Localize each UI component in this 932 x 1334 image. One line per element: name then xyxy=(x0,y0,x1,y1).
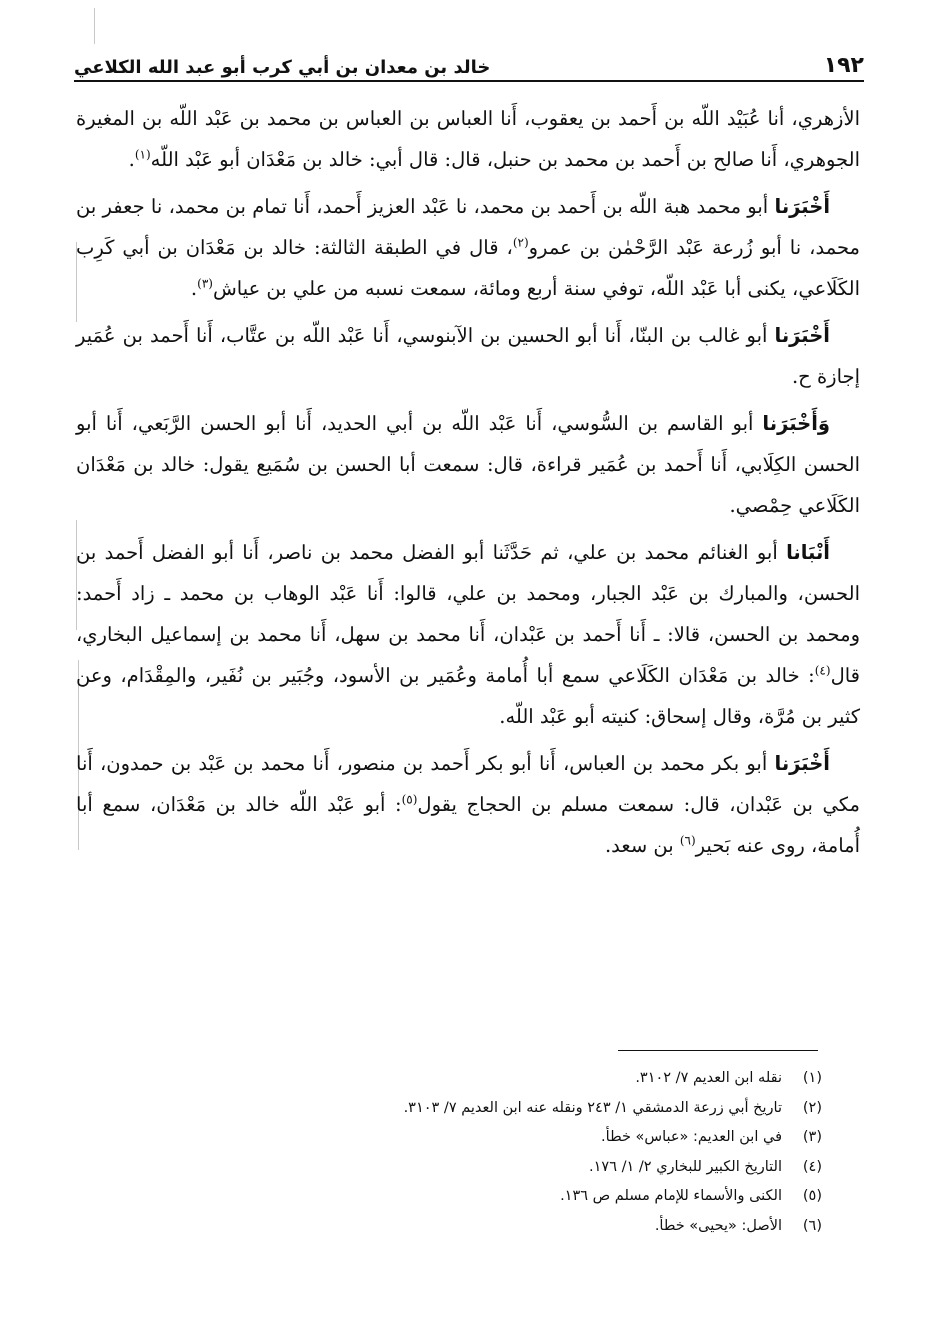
footnote-text: الأصل: «يحيى» خطأ. xyxy=(654,1217,782,1234)
running-header xyxy=(74,38,864,78)
footnote-ref: (٦) xyxy=(679,833,696,848)
footnote-number: (٤) xyxy=(802,1158,822,1175)
footnote-text: في ابن العديم: «عباس» خطأ. xyxy=(601,1129,782,1145)
paragraph xyxy=(76,315,860,397)
footnote-ref: (١) xyxy=(134,147,151,162)
page-number: ١٩٢ xyxy=(823,53,864,78)
footnote xyxy=(76,1182,822,1212)
paragraph-text: أبو القاسم بن السُّوسي، أَنا عَبْد اللّه بن أبي الحديد، أَنا أبو الحسن الرَّبَعي، أَنا أبو الحسن الكِلَابي، أَنا أَحمد بن عُمَير قراءة، قال: سمعت أبا الحسن بن سُمَيع يقول: خالد بن مَعْدَان الكَلَاعي حِمْصي. xyxy=(76,412,860,517)
paragraph-lead: وَأَخْبَرَنا xyxy=(762,412,831,435)
footnote-text: نقله ابن العديم ٧/ ٣١٠٢. xyxy=(635,1070,782,1086)
paragraph-tail: : أبو عَبْد اللّه خالد بن مَعْدَان، سمع أبا أُمامة، روى عنه بَحير xyxy=(76,793,860,857)
footnote-ref: (٣) xyxy=(197,276,213,291)
footnote-number: (٢) xyxy=(802,1099,822,1116)
footnotes xyxy=(76,1064,822,1241)
paragraph-tail: . xyxy=(190,277,198,300)
paragraph-text: أبو بكر محمد بن العباس، أَنا أبو بكر أَحمد بن منصور، أَنا محمد بن عَبْد بن حمدون، أَنا مكي بن عَبْدان، قال: سمعت مسلم بن الحجاج يقول xyxy=(76,752,860,816)
paragraph xyxy=(76,403,860,526)
main-text xyxy=(76,98,860,866)
footnote-text: التاريخ الكبير للبخاري ٢/ ١/ ١٧٦. xyxy=(589,1158,782,1175)
paragraph-lead: أَنْبَانا xyxy=(786,541,830,564)
paragraph xyxy=(76,186,860,309)
paragraph-text: أبو محمد هبة اللّه بن أَحمد بن محمد، نا عَبْد العزيز أَحمد، أَنا تمام بن محمد، نا جعفر بن محمد، نا أبو زُرعة عَبْد الرَّحْمٰن بن عمرو xyxy=(76,195,860,259)
paragraph-text: أبو غالب بن البنّا، أَنا أبو الحسين بن الآبنوسي، أَنا عَبْد اللّه بن عتَّاب، أَنا أَحمد بن عُمَير إجازة ح. xyxy=(76,324,860,388)
paragraph-lead: أَخْبَرَنا xyxy=(774,752,830,775)
footnote-separator xyxy=(618,1050,818,1051)
footnote xyxy=(76,1123,822,1153)
footnote-number: (١) xyxy=(802,1070,822,1086)
paragraph-text: الأزهري، أنا عُبَيْد اللّه بن أَحمد بن يعقوب، أَنا العباس بن العباس بن محمد بن عَبْد اللّه بن المغيرة الجوهري، أَنا صالح بن أَحمد بن محمد بن حنبل، قال: قال أبي: خالد بن مَعْدَان أبو عَبْد اللّه xyxy=(76,107,860,171)
footnote-number: (٥) xyxy=(802,1188,822,1204)
paragraph xyxy=(76,743,860,866)
footnote xyxy=(76,1153,822,1183)
footnote-number: (٦) xyxy=(802,1217,822,1234)
footnote-ref: (٤) xyxy=(814,663,831,678)
paragraph-tail: بن سعد. xyxy=(604,834,680,857)
paragraph-lead: أَخْبَرَنا xyxy=(774,195,831,218)
footnote xyxy=(76,1212,822,1242)
header-rule xyxy=(74,80,864,82)
paragraph-text: أبو الغنائم محمد بن علي، ثم حَدَّثَنا أبو الفضل محمد بن ناصر، أَنا أبو الفضل أَحمد بن الحسن، والمبارك بن عَبْد الجبار، ومحمد بن علي، قالوا: أَنا عَبْد الوهاب بن محمد ـ زاد أَحمد: ومحمد بن الحسن، قالا: ـ أَنا أَحمد بن عَبْدان، أَنا محمد بن سهل، أَنا محمد بن إسماعيل البخاري، قال xyxy=(76,541,860,687)
paragraph-tail: : خالد بن مَعْدَان الكَلَاعي سمع أبا أُمامة وعُمَير بن الأسود، وجُبَير بن نُفَير، والمِقْدَام، وعن كثير بن مُرَّة، وقال إسحاق: كنيته أبو عَبْد اللّه. xyxy=(76,664,860,728)
paragraph-tail: . xyxy=(128,148,135,171)
footnote-text: تاريخ أبي زرعة الدمشقي ١/ ٢٤٣ ونقله عنه ابن العديم ٧/ ٣١٠٣. xyxy=(403,1099,782,1116)
footnote-text: الكنى والأسماء للإمام مسلم ص ١٣٦. xyxy=(560,1188,782,1204)
paragraph-tail: ، قال في الطبقة الثالثة: خالد بن مَعْدَان بن أبي كَرِب الكَلَاعي، يكنى أبا عَبْد اللّه، توفي سنة أربع ومائة، سمعت نسبه من علي بن عياش xyxy=(76,236,860,300)
paragraph xyxy=(76,98,860,180)
running-title: خالد بن معدان بن أبي كرب أبو عبد الله الكلاعي xyxy=(74,57,491,78)
footnote-ref: (٢) xyxy=(512,235,529,250)
footnote-number: (٣) xyxy=(802,1129,822,1145)
paragraph-lead: أَخْبَرَنا xyxy=(774,324,830,347)
footnote xyxy=(76,1064,822,1094)
footnote-ref: (٥) xyxy=(401,792,418,807)
footnote xyxy=(76,1094,822,1124)
paragraph xyxy=(76,532,860,737)
